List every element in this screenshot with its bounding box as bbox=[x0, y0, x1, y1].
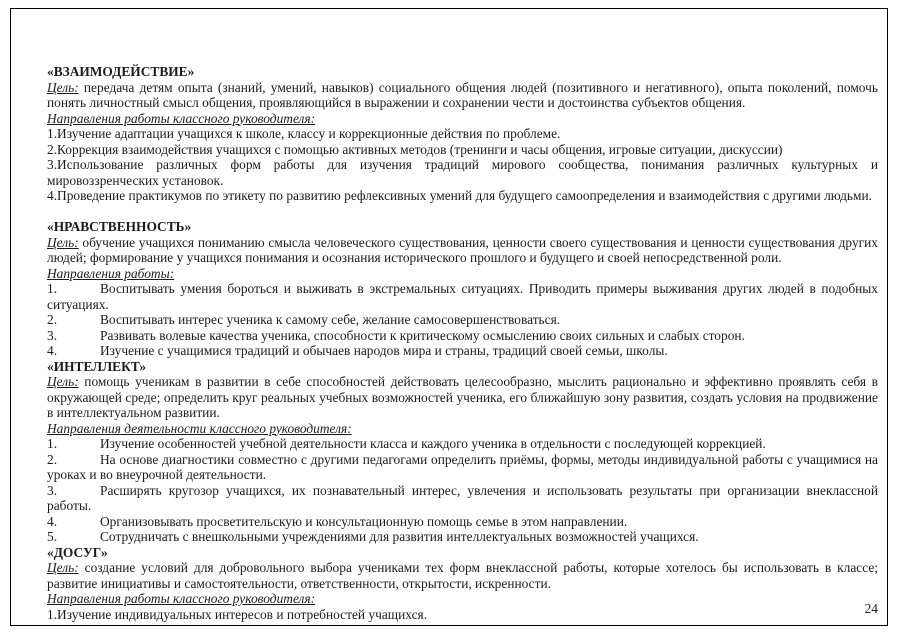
item-text: На основе диагностики совместно с другими педагогами определить приёмы, формы, методы индивидуальной работы с учащимися на уроках и во внеурочной деятельности. bbox=[47, 451, 878, 482]
item-number: 5. bbox=[47, 529, 58, 544]
list-item bbox=[47, 343, 878, 359]
item-text: Изучение с учащимися традиций и обычаев народов мира и страны, традиций своей семьи, школы. bbox=[100, 343, 668, 358]
goal-label: Цель: bbox=[47, 374, 79, 389]
item-number: 2. bbox=[47, 312, 58, 327]
section-title: «ИНТЕЛЛЕКТ» bbox=[47, 358, 147, 374]
list-item bbox=[47, 142, 878, 158]
list-item bbox=[47, 312, 878, 328]
goal-paragraph: Цель: передача детям опыта (знаний, умений, навыков) социального общения людей (позитивного и негативного), опыта поколений, помочь понять личностный смысл общения, проявляющийся в выражении и сохранении чести и достоинства субъектов общения. bbox=[47, 79, 878, 110]
list-item bbox=[47, 328, 878, 344]
directions-heading: Направления деятельности классного руководителя: bbox=[47, 420, 352, 436]
item-text: Изучение индивидуальных интересов и потребностей учащихся. bbox=[57, 606, 428, 622]
item-text: Воспитывать умения бороться и выживать в экстремальных ситуациях. Приводить примеры выживания других людей в подобных ситуациях. bbox=[47, 281, 878, 312]
list-item bbox=[47, 514, 878, 530]
directions-heading: Направления работы: bbox=[47, 265, 175, 281]
item-text: Проведение практикумов по этикету по развитию рефлексивных умений для будущего самоопределения и взаимодействия с другими людьми. bbox=[57, 188, 872, 203]
list-item bbox=[47, 188, 878, 204]
section bbox=[47, 219, 878, 359]
item-number: 1. bbox=[47, 281, 58, 296]
item-text: Коррекция взаимодействия учащихся с помощью активных методов (тренинги и часы общения, игровые ситуации, дискуссии) bbox=[57, 141, 783, 157]
list-item bbox=[47, 436, 878, 452]
item-text: Сотрудничать с внешкольными учреждениями для развития интеллектуальных возможностей учащихся. bbox=[100, 529, 699, 544]
item-text: Изучение адаптации учащихся к школе, классу и коррекционные действия по проблеме. bbox=[57, 126, 561, 141]
list-item bbox=[47, 607, 878, 623]
item-number: 2. bbox=[47, 141, 58, 157]
item-number: 1. bbox=[47, 606, 58, 622]
item-text: Развивать волевые качества ученика, способности к критическому осмыслению своих сильных и слабых сторон. bbox=[100, 327, 745, 343]
item-number: 2. bbox=[47, 451, 58, 467]
directions-heading: Направления работы классного руководителя: bbox=[47, 591, 316, 606]
section-title: «ВЗАИМОДЕЙСТВИЕ» bbox=[47, 64, 195, 79]
goal-paragraph: Цель: помощь ученикам в развитии в себе способностей действовать целесообразно, мыслить рационально и эффективно проявлять себя в окружающей среде; определить круг реальных учебных возможностей ученика, его ближайшую зону развития, создать условия на продвижение в интеллектуальном развитии. bbox=[47, 374, 878, 420]
goal-paragraph: Цель: создание условий для добровольного выбора учениками тех форм внеклассной работы, которые хотелось бы использовать в классе; развитие инициативы и самостоятельности, ответственности, открытости, искренности. bbox=[47, 560, 878, 591]
item-number: 4. bbox=[47, 188, 58, 203]
list-item bbox=[47, 126, 878, 142]
goal-label: Цель: bbox=[47, 560, 79, 575]
list-item bbox=[47, 157, 878, 188]
item-text: Использование различных форм работы для изучения традиций мирового сообщества, понимания различных культурных и мировоззренческих установок. bbox=[47, 157, 878, 188]
list-item bbox=[47, 281, 878, 312]
section bbox=[47, 64, 878, 204]
list-item bbox=[47, 529, 878, 545]
item-number: 3. bbox=[47, 327, 58, 343]
list-item bbox=[47, 483, 878, 514]
directions-heading: Направления работы классного руководителя: bbox=[47, 110, 316, 126]
item-number: 1. bbox=[47, 126, 58, 141]
list-item bbox=[47, 452, 878, 483]
item-text: Изучение особенностей учебной деятельности класса и каждого ученика в отдельности с последующей коррекцией. bbox=[100, 436, 766, 451]
section bbox=[47, 359, 878, 545]
goal-paragraph: Цель: обучение учащихся пониманию смысла человеческого существования, ценности своего существования и ценности существования других людей; формирование у учащихся понимания и осознания исторического прошлого и будущего и своей непосредственной роли. bbox=[47, 234, 878, 265]
item-number: 3. bbox=[47, 157, 58, 172]
item-text: Организовывать просветительскую и консультационную помощь семье в этом направлении. bbox=[100, 513, 628, 529]
item-text: Воспитывать интерес ученика к самому себе, желание самосовершенствоваться. bbox=[100, 312, 561, 327]
goal-label: Цель: bbox=[47, 79, 79, 95]
item-number: 3. bbox=[47, 482, 58, 498]
document-content bbox=[47, 64, 878, 622]
blank-line bbox=[47, 204, 878, 220]
item-text: Расширять кругозор учащихся, их познавательный интерес, увлечения и использовать результаты при организации внеклассной работы. bbox=[47, 482, 878, 513]
section-title: «НРАВСТВЕННОСТЬ» bbox=[47, 219, 192, 234]
page-number: 24 bbox=[864, 601, 878, 616]
item-number: 4. bbox=[47, 513, 58, 529]
goal-label: Цель: bbox=[47, 234, 79, 250]
section bbox=[47, 545, 878, 623]
section-title: «ДОСУГ» bbox=[47, 544, 108, 560]
item-number: 4. bbox=[47, 343, 58, 358]
item-number: 1. bbox=[47, 436, 58, 451]
